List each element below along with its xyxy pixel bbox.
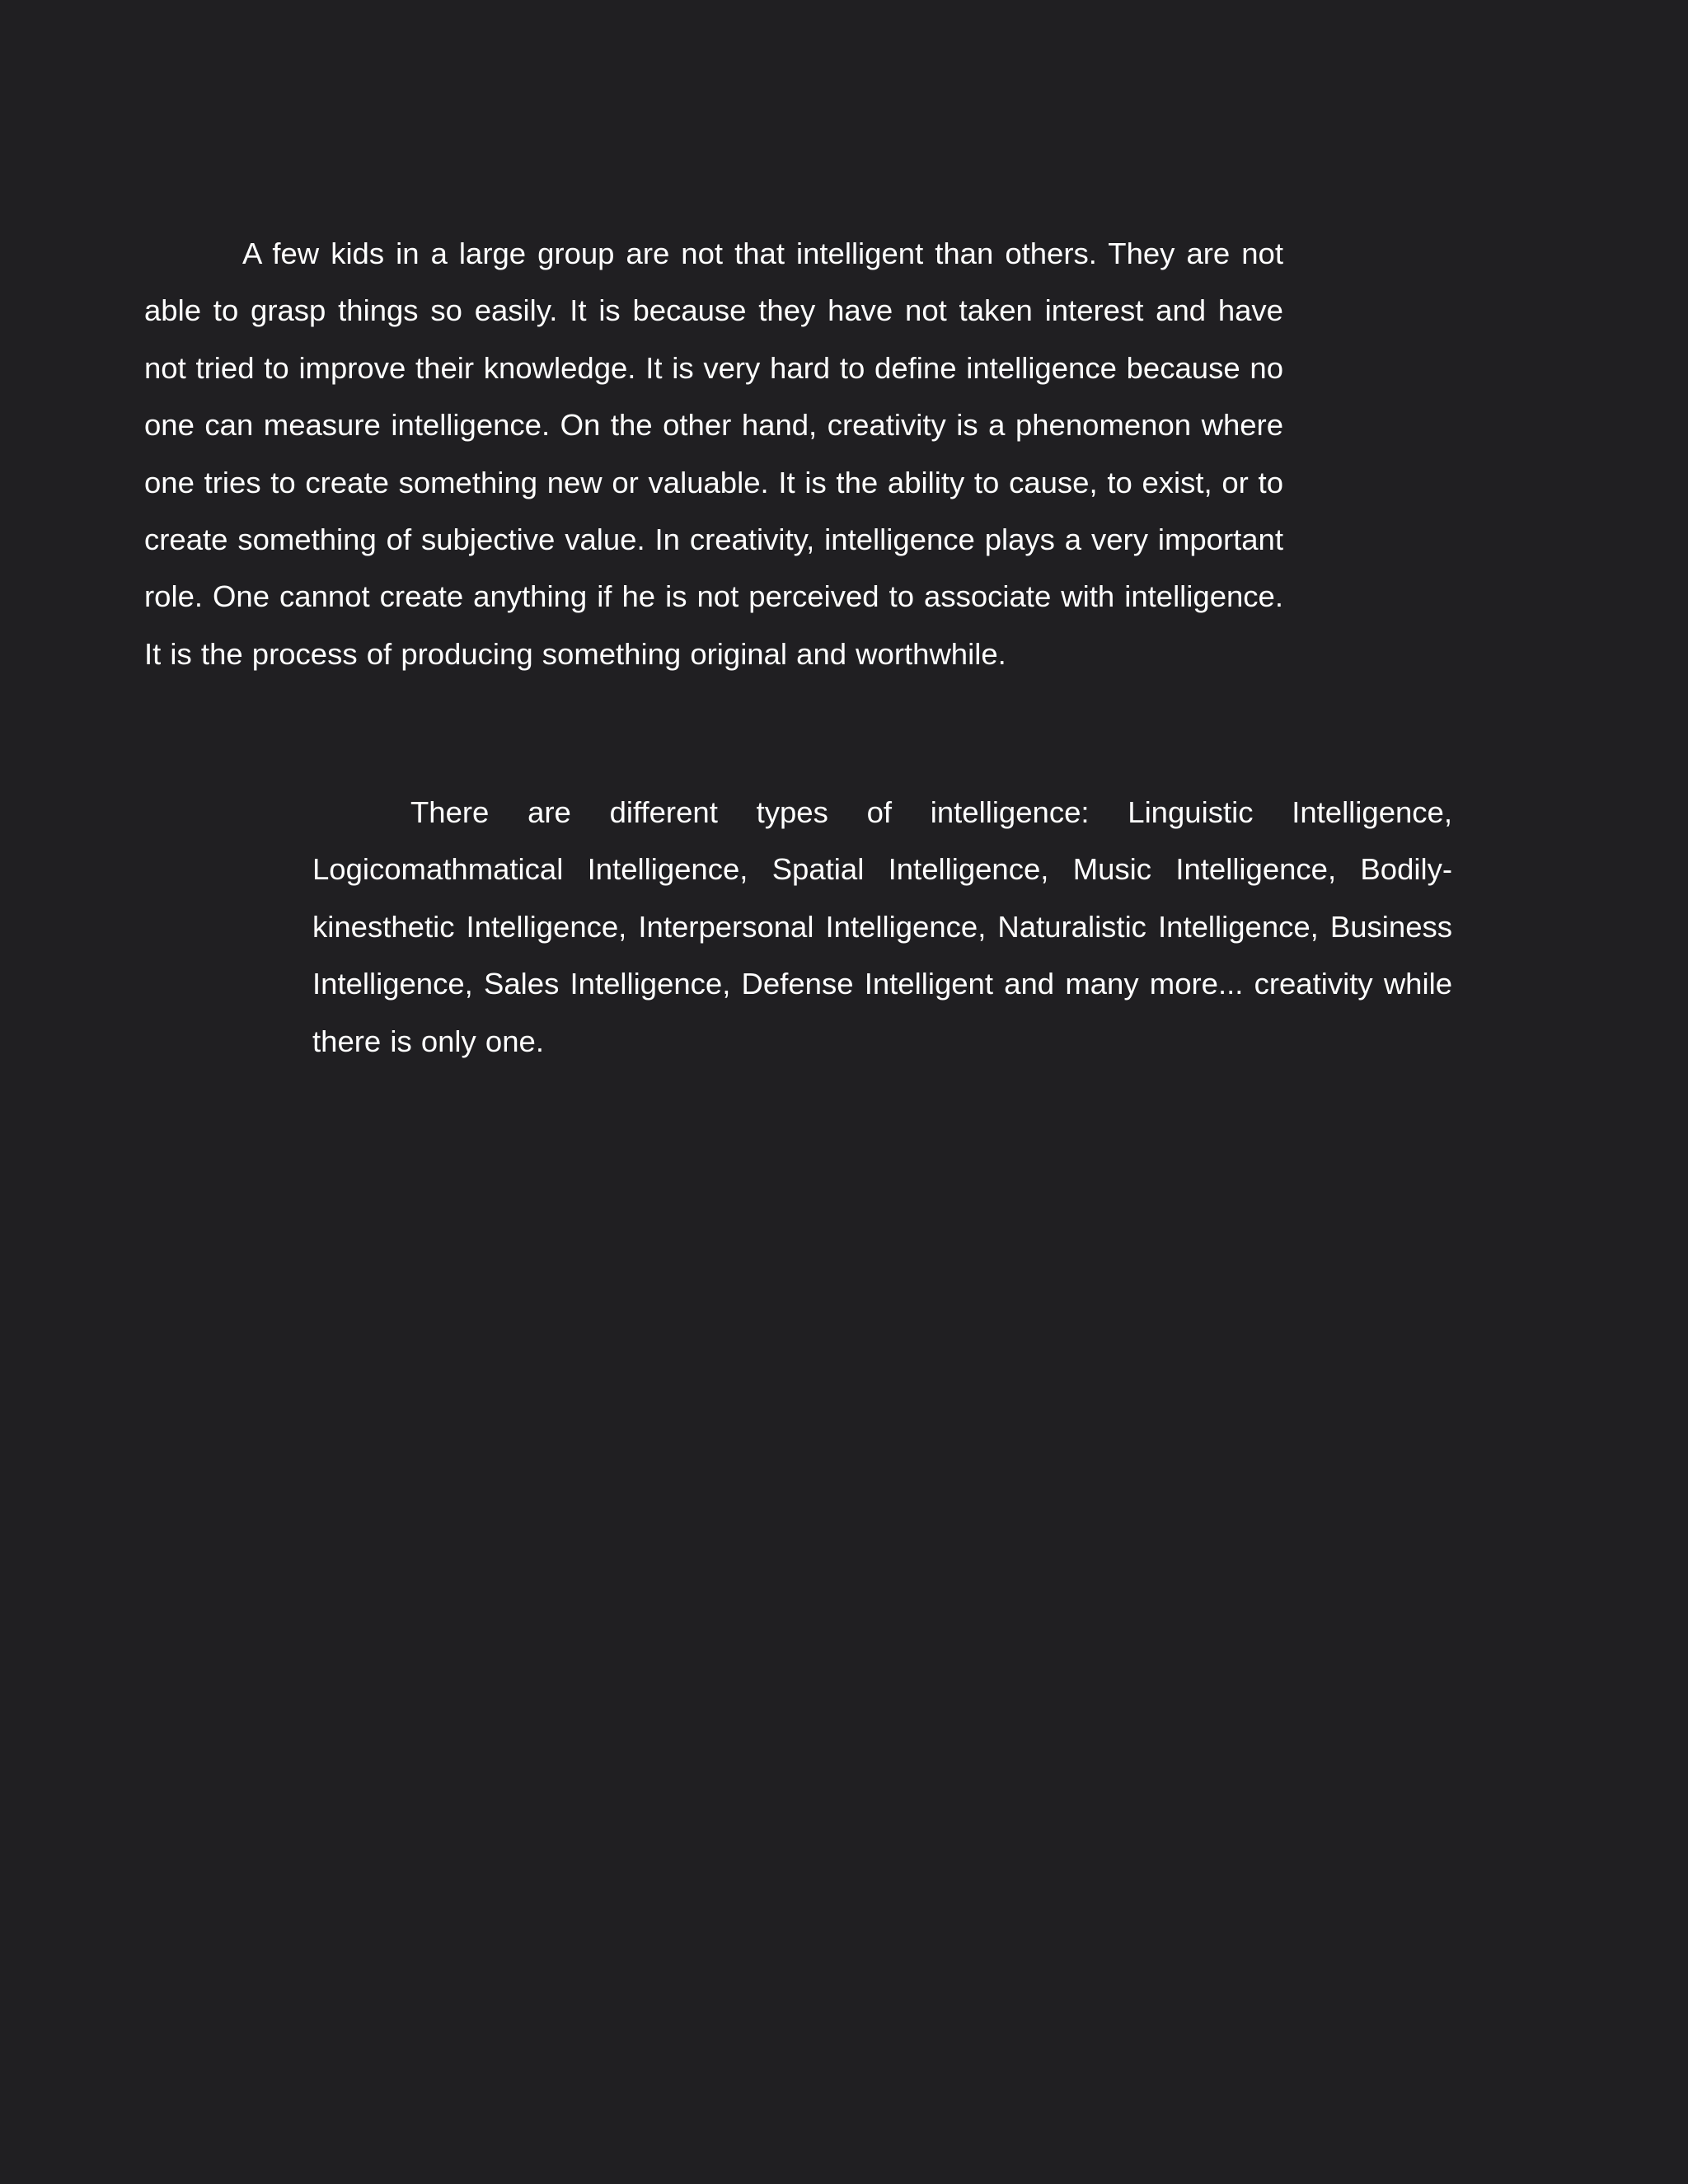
- paragraph-intelligence-creativity: A few kids in a large group are not that intelligent than others. They are not able to grasp things so easily. It is because they have not taken interest and have not tried to improve their knowledge. It is very hard to define intelligence because no one can measure intelligence. On the other hand, creativity is a phenomenon where one tries to create something new or valuable. It is the ability to cause, to exist, or to create something of subjective value. In creativity, intelligence plays a very important role. One cannot create anything if he is not perceived to associate with intelligence. It is the process of producing something original and worthwhile.: [144, 237, 1283, 671]
- paragraph-types-of-intelligence: There are different types of intelligence: Linguistic Intelligence, Logicomathmatical Intelligence, Spatial Intelligence, Music Intelligence, Bodily-kinesthetic Intelligence, Interpersonal Intelligence, Naturalistic Intelligence, Business Intelligence, Sales Intelligence, Defense Intelligent and many more... creativity while there is only one.: [312, 795, 1452, 1058]
